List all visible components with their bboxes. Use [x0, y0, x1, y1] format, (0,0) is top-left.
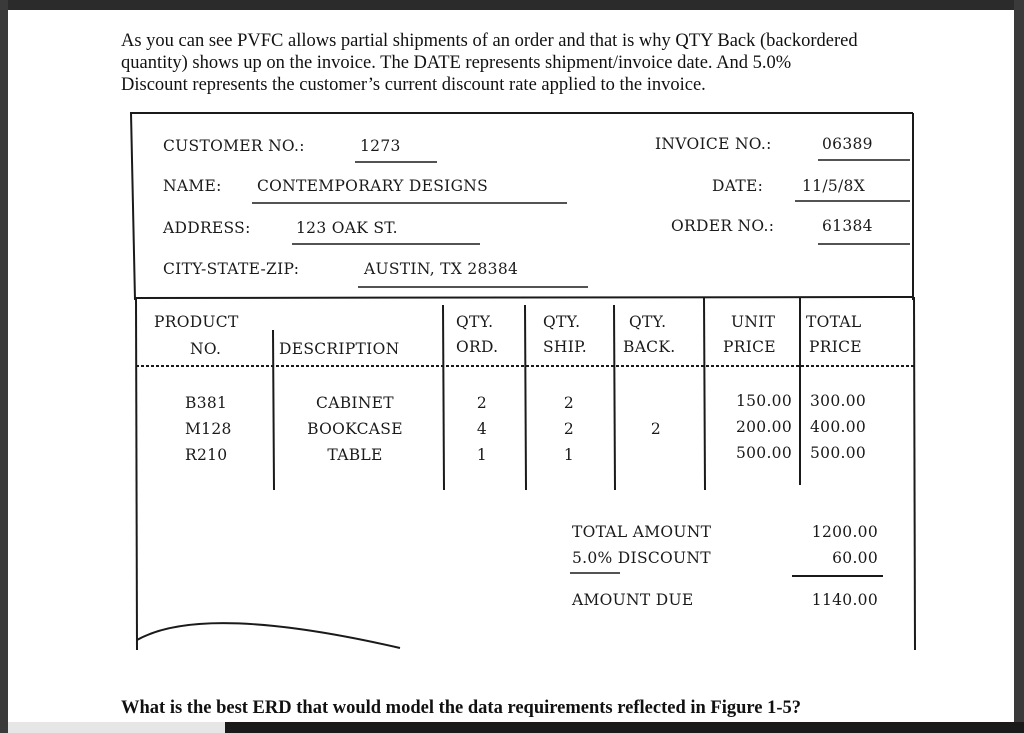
intro-line-1: As you can see PVFC allows partial shipments of an order and that is why QTY Back (backordered: [121, 31, 858, 51]
table-cell-product: M128: [185, 420, 232, 438]
date-label: DATE:: [712, 177, 764, 195]
intro-line-3: Discount represents the customer’s current discount rate applied to the invoice.: [121, 75, 706, 95]
table-cell-unit-price: 150.00: [735, 392, 792, 410]
header-unit-price-line2: PRICE: [723, 338, 776, 356]
header-product-line2: NO.: [190, 340, 222, 358]
invoice-no-value: 06389: [822, 135, 873, 153]
customer-no-label: CUSTOMER NO.:: [163, 137, 305, 155]
table-cell-qty-ord: 4: [476, 420, 488, 438]
date-value: 11/5/8X: [802, 177, 866, 195]
city-state-zip-label: CITY-STATE-ZIP:: [163, 260, 300, 278]
amount-due-value: 1140.00: [811, 591, 878, 609]
intro-line-2: quantity) shows up on the invoice. The DATE represents shipment/invoice date. And 5.0%: [121, 53, 792, 73]
amount-due-label: AMOUNT DUE: [572, 591, 694, 609]
header-total-price-line2: PRICE: [809, 338, 862, 356]
discount-value: 60.00: [832, 549, 878, 567]
address-value: 123 OAK ST.: [296, 219, 398, 237]
customer-no-value: 1273: [360, 137, 401, 155]
header-qty-ord-line2: ORD.: [456, 338, 499, 356]
header-qty-ship-line2: SHIP.: [543, 338, 587, 356]
header-qty-back-line2: BACK.: [623, 338, 676, 356]
table-cell-total-price: 500.00: [810, 444, 867, 462]
invoice-no-label: INVOICE NO.:: [655, 135, 772, 153]
table-cell-product: R210: [185, 446, 228, 464]
header-qty-ship-line1: QTY.: [543, 313, 581, 331]
header-unit-price-line1: UNIT: [731, 313, 776, 331]
table-cell-qty-ship: 2: [563, 420, 575, 438]
address-label: ADDRESS:: [163, 219, 251, 237]
table-cell-description: CABINET: [316, 394, 394, 412]
table-cell-product: B381: [185, 394, 228, 412]
discount-label: 5.0% DISCOUNT: [572, 549, 711, 567]
table-cell-qty-ord: 1: [476, 446, 488, 464]
table-cell-qty-ship: 1: [563, 446, 575, 464]
header-product-line1: PRODUCT: [154, 313, 239, 331]
order-no-label: ORDER NO.:: [671, 217, 775, 235]
table-cell-unit-price: 500.00: [735, 444, 792, 462]
name-value: CONTEMPORARY DESIGNS: [257, 177, 489, 195]
table-cell-total-price: 300.00: [810, 392, 867, 410]
table-cell-description: BOOKCASE: [307, 420, 403, 438]
table-cell-unit-price: 200.00: [735, 418, 792, 436]
total-amount-value: 1200.00: [811, 523, 878, 541]
question-text: What is the best ERD that would model the data requirements reflected in Figure 1-5?: [121, 698, 802, 718]
header-qty-back-line1: QTY.: [629, 313, 667, 331]
table-cell-qty-back: 2: [650, 420, 662, 438]
header-description: DESCRIPTION: [279, 340, 400, 358]
name-label: NAME:: [163, 177, 222, 195]
total-amount-label: TOTAL AMOUNT: [572, 523, 712, 541]
table-cell-qty-ship: 2: [563, 394, 575, 412]
order-no-value: 61384: [822, 217, 873, 235]
table-cell-qty-ord: 2: [476, 394, 488, 412]
header-total-price-line1: TOTAL: [806, 313, 862, 331]
table-cell-description: TABLE: [327, 446, 383, 464]
city-state-zip-value: AUSTIN, TX 28384: [364, 260, 519, 278]
table-cell-total-price: 400.00: [810, 418, 867, 436]
header-qty-ord-line1: QTY.: [456, 313, 494, 331]
